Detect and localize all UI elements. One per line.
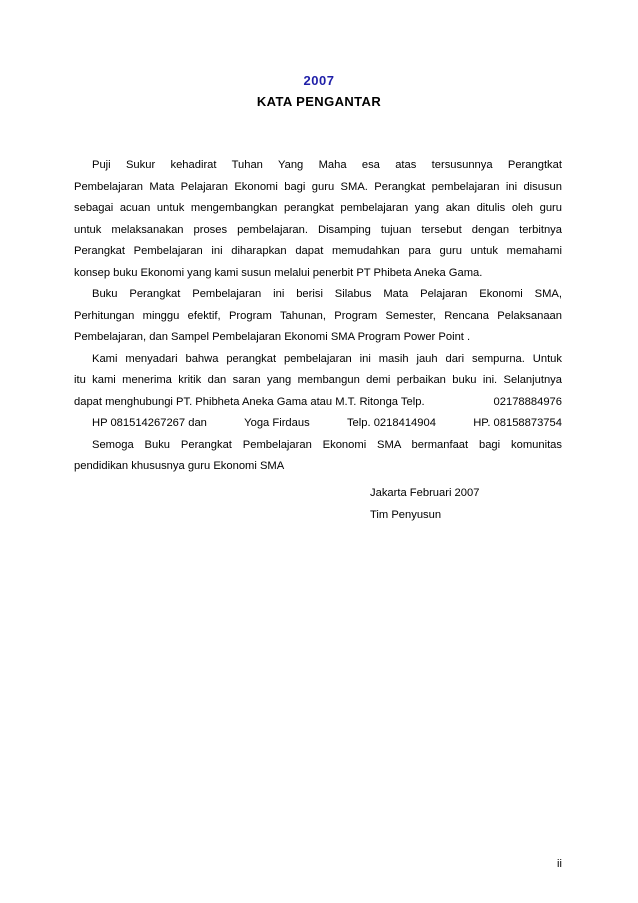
document-year: 2007 xyxy=(303,73,335,88)
paragraph-4-line-2: pendidikan khususnya guru Ekonomi SMA xyxy=(74,460,285,472)
paragraph-1-line-5: Perangkat Pembelajaran ini diharapkan dapat memudahkan para guru untuk memahami xyxy=(74,245,562,257)
paragraph-1-line-3: sebagai acuan untuk mengembangkan perangkat pembelajaran yang akan ditulis oleh guru xyxy=(74,202,562,214)
paragraph-2-line-1: Buku Perangkat Pembelajaran ini berisi Silabus Mata Pelajaran Ekonomi SMA, xyxy=(92,288,562,300)
contact-hp-1: HP 081514267267 dan xyxy=(92,417,207,429)
contact-hp-2: HP. 08158873754 xyxy=(473,417,562,429)
contact-phone: 02178884976 xyxy=(493,395,562,408)
page-number: ii xyxy=(557,858,562,870)
contact-name: Yoga Firdaus xyxy=(244,417,310,429)
paragraph-1-line-1: Puji Sukur kehadirat Tuhan Yang Maha esa atas tersusunnya Perangtkat xyxy=(92,159,562,171)
paragraph-2-line-3: Pembelajaran, dan Sampel Pembelajaran Ekonomi SMA Program Power Point . xyxy=(74,331,471,343)
signature-block xyxy=(370,483,479,526)
document-body xyxy=(74,155,562,478)
paragraph-3-line-2: itu kami menerima kritik dan saran yang membangun demi perbaikan buku ini. Selanjutnya xyxy=(74,374,562,386)
contact-text: dapat menghubungi PT. Phibheta Aneka Gama atau M.T. Ritonga Telp. xyxy=(74,395,425,408)
paragraph-1-line-4: untuk melaksanakan proses pembelajaran. Disamping tujuan tersebut dengan terbitnya xyxy=(74,223,562,236)
paragraph-2-line-2: Perhitungan minggu efektif, Program Tahunan, Program Semester, Rencana Pelaksanaan xyxy=(74,309,562,322)
paragraph-1-line-6: konsep buku Ekonomi yang kami susun melalui penerbit PT Phibeta Aneka Gama. xyxy=(74,266,483,279)
document-title: KATA PENGANTAR xyxy=(256,94,382,109)
contact-telp: Telp. 0218414904 xyxy=(346,417,436,429)
paragraph-3-line-1: Kami menyadari bahwa perangkat pembelajaran ini masih jauh dari sempurna. Untuk xyxy=(92,352,562,365)
paragraph-4-line-1: Semoga Buku Perangkat Pembelajaran Ekonomi SMA bermanfaat bagi komunitas xyxy=(92,438,562,451)
paragraph-1-line-2: Pembelajaran Mata Pelajaran Ekonomi bagi guru SMA. Perangkat pembelajaran ini disusun xyxy=(74,180,562,193)
signature-place-date: Jakarta Februari 2007 xyxy=(370,487,480,499)
paragraph-3-contact-line-2 xyxy=(74,413,562,435)
paragraph-3-contact-line-1 xyxy=(74,392,562,414)
signature-author: Tim Penyusun xyxy=(370,508,442,521)
